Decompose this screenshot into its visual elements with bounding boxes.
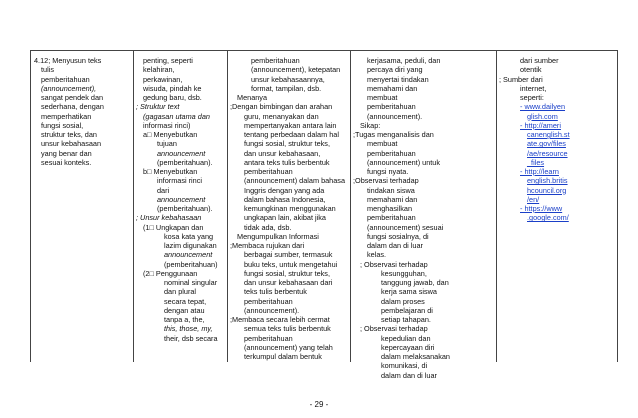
text-line: fungsi sosial,: [41, 120, 84, 130]
text-line: tidak ada, dsb.: [244, 222, 292, 232]
resource-link[interactable]: canenglish.st: [527, 130, 570, 139]
text-line: setiap tahapan.: [381, 315, 431, 324]
text-line: ; Struktur text: [136, 102, 180, 112]
text-line: (announcement), ketepatan: [251, 65, 341, 75]
text-line: pemberitahuan: [251, 56, 300, 65]
text-line: lazim digunakan: [164, 241, 217, 250]
text-line: dengan atau: [164, 305, 205, 315]
activities-cell: [230, 56, 349, 361]
resource-link[interactable]: - https://www: [520, 204, 563, 213]
text-line: Sikap:: [360, 120, 381, 130]
resource-link[interactable]: /ae/resource: [527, 148, 568, 158]
text-line: fungsi nyata.: [367, 167, 409, 176]
resource-link[interactable]: - www.dailyen: [520, 102, 566, 112]
text-line: announcement: [164, 250, 213, 260]
text-line: kelas.: [367, 250, 387, 260]
resource-link[interactable]: glish.com: [527, 111, 558, 121]
text-line: tulis: [41, 65, 54, 75]
text-line: mempertanyakan antara lain: [244, 120, 337, 130]
text-line: penting, seperti: [143, 56, 193, 65]
resource-link[interactable]: - http://ameri: [520, 120, 561, 130]
text-line: internet,: [520, 83, 547, 93]
text-line: teks tulis berbentuk: [244, 287, 307, 297]
text-line: percaya diri yang: [367, 65, 423, 75]
text-line: sederhana, dengan: [41, 102, 104, 112]
text-line: tentang perbedaan dalam hal: [244, 130, 339, 139]
text-line: ;Observasi terhadap: [353, 176, 419, 186]
text-line: unsur kebahasaannya,: [251, 74, 325, 84]
text-line: ;Membaca secara lebih cermat: [230, 315, 330, 324]
competency-cell: [34, 56, 130, 167]
text-line: Mengumpulkan Informasi: [237, 231, 319, 241]
text-line: (announcement),: [41, 83, 97, 93]
text-line: (announcement).: [367, 111, 423, 121]
text-line: perkawinan,: [143, 74, 183, 84]
text-line: dari sumber: [520, 56, 559, 65]
text-line: otentik: [520, 65, 542, 75]
page-number: - 29 -: [309, 400, 329, 409]
text-line: pemberitahuan: [41, 74, 90, 84]
table: [30, 50, 618, 380]
text-line: informasi rinci): [143, 120, 191, 130]
text-line: sangat pendek dan: [41, 93, 104, 102]
resource-link[interactable]: _files: [527, 157, 545, 167]
resource-link[interactable]: hcouncil.org: [527, 185, 567, 195]
text-line: ;Dengan bimbingan dan arahan: [230, 102, 333, 112]
resource-link[interactable]: .google.com/: [527, 213, 569, 223]
text-line: (pemberitahuan).: [157, 157, 213, 167]
text-line: pemberitahuan: [244, 296, 293, 306]
text-line: semua teks tulis berbentuk: [244, 324, 331, 334]
text-line: format, tampilan, dsb.: [251, 83, 322, 93]
text-line: pemberitahuan: [244, 167, 293, 176]
text-line: memahami dan: [367, 194, 418, 204]
text-line: yang benar dan: [41, 148, 92, 158]
text-line: terkumpul dalam bentuk: [244, 352, 322, 361]
resources-cell: [499, 56, 616, 223]
text-line: ungkapan lain, akibat jika: [244, 213, 326, 223]
text-line: berbagai sumber, termasuk: [244, 250, 333, 260]
text-line: kemungkinan menggunakan: [244, 204, 336, 213]
text-line: dalam dan di luar: [381, 370, 437, 380]
text-line: fungsi sosial, struktur teks,: [244, 268, 330, 278]
text-line: pemberitahuan: [244, 333, 293, 343]
text-line: pemberitahuan: [367, 213, 416, 223]
text-line: ; Sumber dari: [499, 74, 543, 84]
column-divider: [496, 50, 497, 362]
column-divider: [133, 50, 134, 362]
text-line: (announcement) yang telah: [244, 342, 333, 352]
text-line: fungsi sosial, struktur teks,: [244, 139, 330, 149]
text-line: a□ Menyebutkan: [143, 130, 198, 139]
text-line: ;Tugas menganalisis dan: [353, 130, 434, 139]
text-line: 4.12; Menyusun teks: [34, 56, 102, 65]
text-line: this, those, my,: [164, 324, 213, 334]
table-border-right: [617, 50, 618, 362]
text-line: ; Observasi terhadap: [360, 259, 428, 269]
text-line: ; Observasi terhadap: [360, 324, 428, 334]
text-line: (announcement) untuk: [367, 157, 441, 167]
text-line: (pemberitahuan).: [157, 204, 213, 213]
text-line: pemberitahuan: [367, 102, 416, 112]
text-line: tindakan siswa: [367, 185, 415, 195]
text-line: Inggris dengan yang ada: [244, 185, 325, 195]
text-line: (gagasan utama dan: [143, 111, 210, 121]
text-line: guru, menanyakan dan: [244, 111, 319, 121]
text-line: ;Membaca rujukan dari: [230, 241, 305, 250]
text-line: memperhatikan: [41, 111, 92, 121]
text-line: menyertai tindakan: [367, 74, 429, 84]
text-line: dari: [157, 185, 170, 195]
resource-link[interactable]: ate.gov/files: [527, 139, 566, 149]
text-line: dalam dan di luar: [367, 241, 423, 250]
text-line: membuat: [367, 93, 398, 102]
text-line: b□ Menyebutkan: [143, 167, 198, 176]
text-line: dan plural: [164, 287, 197, 297]
text-line: secara tepat,: [164, 296, 207, 306]
column-divider: [350, 50, 351, 362]
text-line: gedung baru, dsb.: [143, 93, 202, 102]
text-line: ; Unsur kebahasaan: [136, 213, 202, 223]
text-line: announcement: [157, 194, 206, 204]
resource-link[interactable]: - http://learn: [520, 167, 559, 176]
text-line: antara teks tulis berbentuk: [244, 157, 330, 167]
text-line: seperti:: [520, 93, 544, 102]
text-line: membuat: [367, 139, 398, 149]
material-cell: [136, 56, 226, 343]
resource-link[interactable]: /en/: [527, 194, 540, 204]
text-line: dalam melaksanakan: [381, 352, 450, 361]
text-line: memahami dan: [367, 83, 418, 93]
text-line: announcement: [157, 148, 206, 158]
text-line: wisuda, pindah ke: [143, 83, 202, 93]
text-line: (1□ Ungkapan dan: [143, 222, 204, 232]
text-line: fungsi sosialnya, di: [367, 231, 429, 241]
text-line: buku teks, untuk mengetahui: [244, 259, 338, 269]
text-line: informasi rinci: [157, 176, 203, 186]
text-line: dan unsur kebahasaan,: [244, 148, 321, 158]
text-line: struktur teks, dan: [41, 130, 97, 139]
text-line: nominal singular: [164, 278, 218, 287]
text-line: dalam bahasa Indonesia,: [244, 194, 326, 204]
text-line: (announcement) dalam bahasa: [244, 176, 346, 186]
text-line: tanggung jawab, dan: [381, 278, 449, 287]
resource-link[interactable]: english.britis: [527, 176, 568, 186]
text-line: kelahiran,: [143, 65, 175, 75]
text-line: kesungguhan,: [381, 268, 427, 278]
text-line: kerjasama, peduli, dan: [367, 56, 441, 65]
text-line: unsur kebahasaan: [41, 139, 102, 149]
text-line: sesuai konteks.: [41, 157, 92, 167]
text-line: Menanya: [237, 93, 268, 102]
table-top-border: [30, 50, 618, 51]
text-line: tanpa a, the,: [164, 315, 205, 324]
text-line: pembelajaran di: [381, 305, 433, 315]
text-line: (2□ Penggunaan: [143, 268, 198, 278]
text-line: (announcement) sesuai: [367, 222, 444, 232]
text-line: their, dsb secara: [164, 333, 218, 343]
table-border-left: [30, 50, 31, 362]
text-line: pemberitahuan: [367, 148, 416, 158]
assessment-cell: [353, 56, 495, 380]
text-line: kepercayaan diri: [381, 342, 435, 352]
text-line: dan unsur kebahasaan dari: [244, 278, 333, 287]
text-line: dalam proses: [381, 296, 425, 306]
text-line: tujuan: [157, 139, 177, 149]
text-line: komunikasi, di: [381, 361, 428, 371]
text-line: kepedulian dan: [381, 333, 431, 343]
text-line: menghasilkan: [367, 204, 413, 213]
text-line: (announcement).: [244, 305, 300, 315]
text-line: (pemberitahuan): [164, 259, 218, 269]
text-line: kosa kata yang: [164, 231, 214, 241]
text-line: kerja sama siswa: [381, 287, 437, 297]
column-divider: [227, 50, 228, 362]
